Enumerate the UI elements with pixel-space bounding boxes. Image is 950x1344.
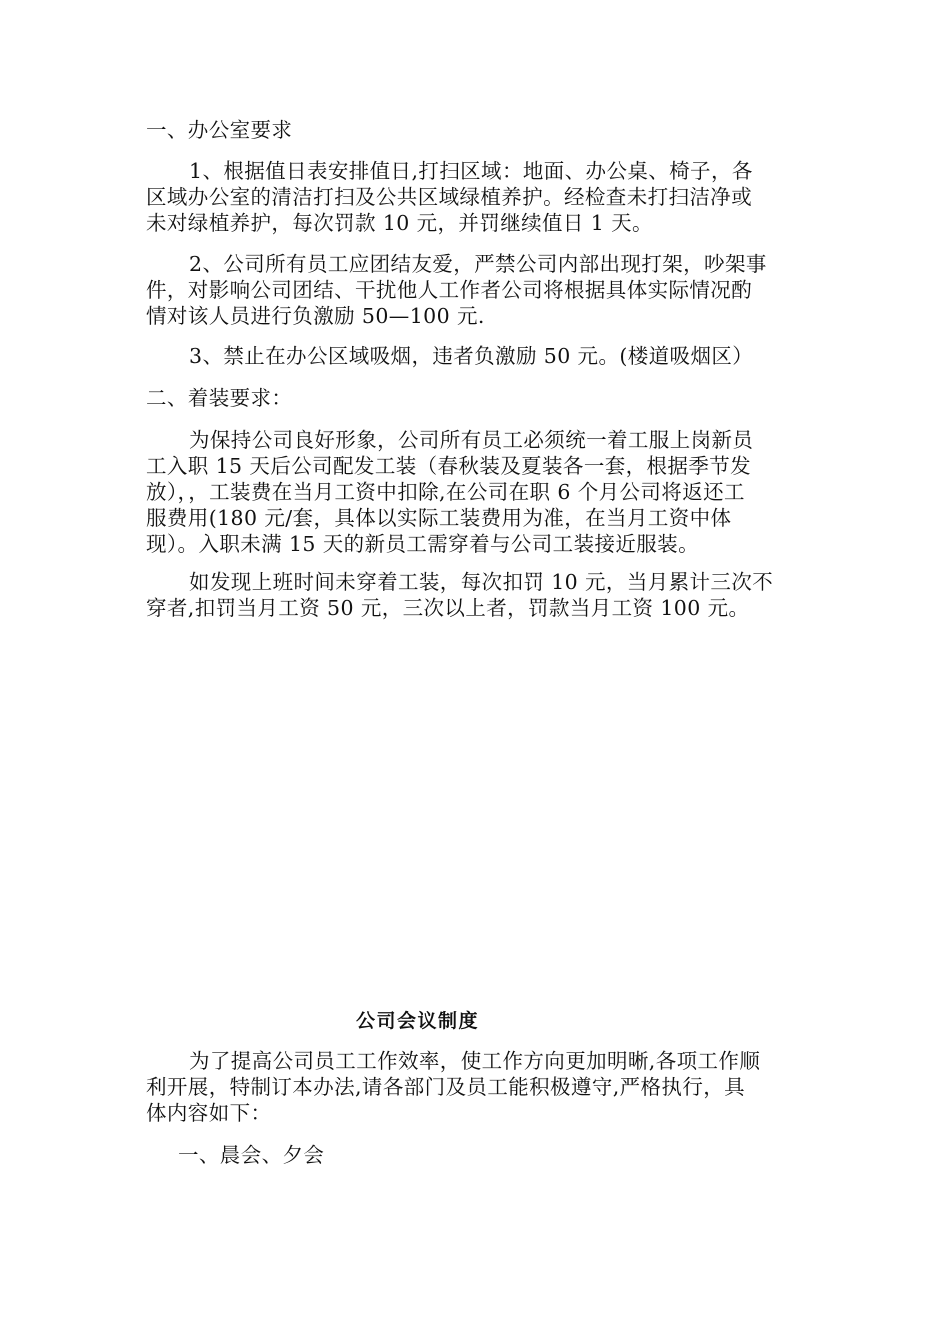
section2-paragraph1 <box>146 427 811 557</box>
meeting-subheading-text: 一、晨会、夕会 <box>178 1143 325 1167</box>
section1-item1 <box>146 158 811 236</box>
section1-item2 <box>146 251 811 329</box>
section1-heading-text: 一、办公室要求 <box>146 118 293 142</box>
meeting-intro <box>146 1048 811 1126</box>
paragraph-line: 体内容如下： <box>146 1101 272 1125</box>
paragraph-line: 穿者,扣罚当月工资 50 元，三次以上者，罚款当月工资 100 元。 <box>146 596 750 620</box>
paragraph-line: 现）。入职未满 15 天的新员工需穿着与公司工装接近服装。 <box>146 532 699 556</box>
paragraph-line: 工入职 15 天后公司配发工装（春秋装及夏装各一套，根据季节发 <box>146 454 752 478</box>
paragraph-line: 为了提高公司员工工作效率，使工作方向更加明晰,各项工作顺 <box>189 1049 761 1073</box>
paragraph-line: 如发现上班时间未穿着工装，每次扣罚 10 元，当月累计三次不 <box>189 570 774 594</box>
paragraph-line: 情对该人员进行负激励 50—100 元. <box>146 304 485 328</box>
paragraph-line: 区域办公室的清洁打扫及公共区域绿植养护。经检查未打扫洁净或 <box>146 185 753 209</box>
paragraph-line: 3、禁止在办公区域吸烟，违者负激励 50 元。(楼道吸烟区） <box>189 344 754 368</box>
section1-heading <box>146 117 811 143</box>
meeting-title: 公司会议制度 <box>356 1010 480 1032</box>
section2-heading <box>146 385 811 411</box>
section1-item3 <box>146 343 811 369</box>
paragraph-line: 放），，工装费在当月工资中扣除,在公司在职 6 个月公司将返还工 <box>146 480 745 504</box>
section2-paragraph2 <box>146 569 811 621</box>
paragraph-line: 件，对影响公司团结、干扰他人工作者公司将根据具体实际情况酌 <box>146 278 753 302</box>
paragraph-line: 1、根据值日表安排值日,打扫区域：地面、办公桌、椅子，各 <box>189 159 753 183</box>
meeting-subheading <box>146 1142 811 1168</box>
paragraph-line: 为保持公司良好形象，公司所有员工必须统一着工服上岗新员 <box>189 428 754 452</box>
section2-heading-text: 二、着装要求： <box>146 386 293 410</box>
paragraph-line: 利开展，特制订本办法,请各部门及员工能积极遵守,严格执行，具 <box>146 1075 746 1099</box>
paragraph-line: 2、公司所有员工应团结友爱，严禁公司内部出现打架，吵架事 <box>189 252 767 276</box>
paragraph-line: 未对绿植养护，每次罚款 10 元，并罚继续值日 1 天。 <box>146 211 653 235</box>
paragraph-line: 服费用(180 元/套，具体以实际工装费用为准，在当月工资中体 <box>146 506 732 530</box>
